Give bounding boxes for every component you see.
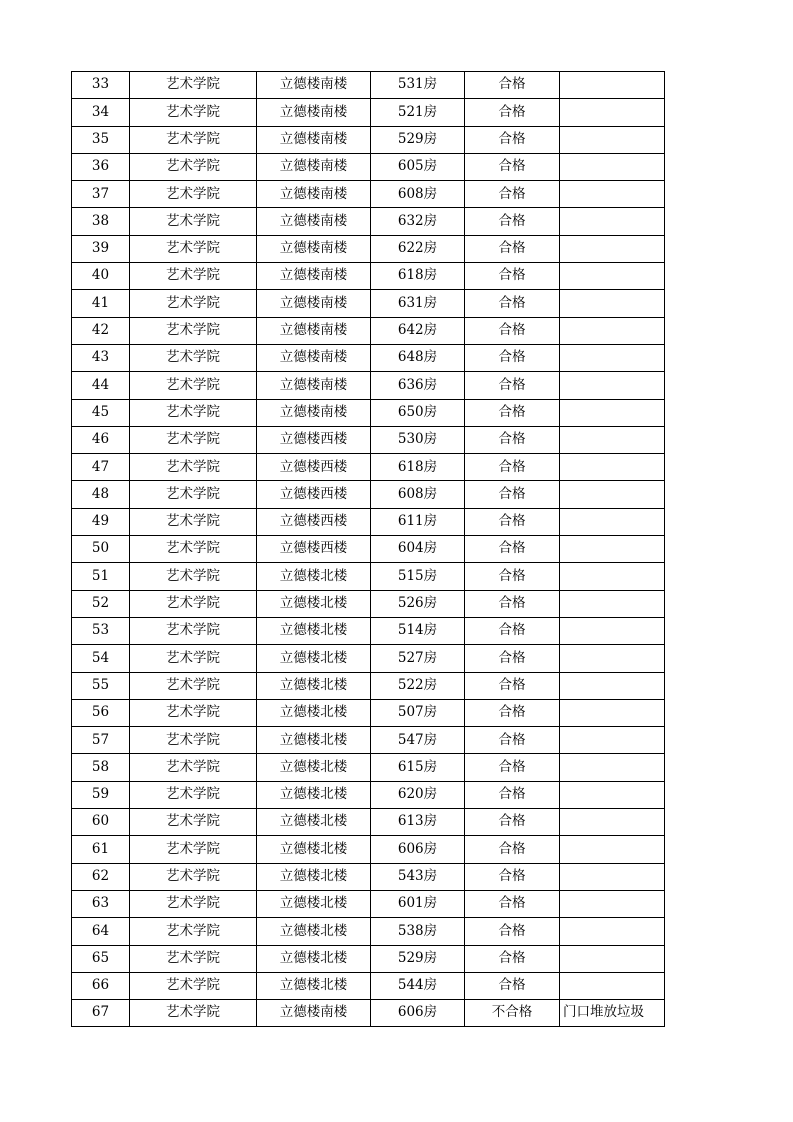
- cell-building: 立德楼北楼: [257, 918, 371, 945]
- cell-room: 606房: [371, 836, 465, 863]
- cell-number: 59: [72, 781, 130, 808]
- cell-room: 538房: [371, 918, 465, 945]
- table-row: [72, 945, 665, 972]
- cell-building: 立德楼西楼: [257, 481, 371, 508]
- cell-note: [560, 372, 665, 399]
- cell-college: 艺术学院: [130, 727, 257, 754]
- table-row: [72, 372, 665, 399]
- cell-number: 57: [72, 727, 130, 754]
- table-row: [72, 99, 665, 126]
- cell-number: 63: [72, 890, 130, 917]
- table-row: [72, 645, 665, 672]
- cell-college: 艺术学院: [130, 208, 257, 235]
- cell-room: 522房: [371, 672, 465, 699]
- cell-building: 立德楼西楼: [257, 508, 371, 535]
- cell-room: 622房: [371, 235, 465, 262]
- cell-result: 合格: [465, 508, 560, 535]
- cell-result: 合格: [465, 836, 560, 863]
- table-row: [72, 918, 665, 945]
- cell-room: 618房: [371, 263, 465, 290]
- cell-number: 51: [72, 563, 130, 590]
- table-row: [72, 508, 665, 535]
- cell-college: 艺术学院: [130, 536, 257, 563]
- cell-note: [560, 263, 665, 290]
- cell-college: 艺术学院: [130, 290, 257, 317]
- cell-result: 合格: [465, 945, 560, 972]
- cell-result: 合格: [465, 699, 560, 726]
- cell-number: 56: [72, 699, 130, 726]
- cell-college: 艺术学院: [130, 863, 257, 890]
- table-row: [72, 781, 665, 808]
- table-row: [72, 617, 665, 644]
- cell-building: 立德楼北楼: [257, 590, 371, 617]
- cell-college: 艺术学院: [130, 645, 257, 672]
- table-row: [72, 863, 665, 890]
- cell-building: 立德楼南楼: [257, 72, 371, 99]
- cell-number: 46: [72, 426, 130, 453]
- cell-college: 艺术学院: [130, 372, 257, 399]
- cell-building: 立德楼南楼: [257, 181, 371, 208]
- cell-room: 530房: [371, 426, 465, 453]
- cell-note: [560, 645, 665, 672]
- cell-result: 合格: [465, 317, 560, 344]
- cell-building: 立德楼北楼: [257, 672, 371, 699]
- cell-result: 合格: [465, 153, 560, 180]
- cell-number: 36: [72, 153, 130, 180]
- table-body: [72, 72, 665, 1027]
- cell-number: 49: [72, 508, 130, 535]
- cell-result: 合格: [465, 536, 560, 563]
- cell-note: [560, 836, 665, 863]
- table-row: [72, 972, 665, 999]
- cell-building: 立德楼南楼: [257, 290, 371, 317]
- table-row: [72, 263, 665, 290]
- cell-result: 合格: [465, 72, 560, 99]
- cell-building: 立德楼北楼: [257, 890, 371, 917]
- table-row: [72, 563, 665, 590]
- cell-note: [560, 481, 665, 508]
- cell-number: 64: [72, 918, 130, 945]
- cell-building: 立德楼南楼: [257, 99, 371, 126]
- table-row: [72, 317, 665, 344]
- cell-result: 合格: [465, 344, 560, 371]
- cell-college: 艺术学院: [130, 235, 257, 262]
- inspection-table: [71, 71, 665, 1027]
- cell-college: 艺术学院: [130, 72, 257, 99]
- cell-result: 合格: [465, 235, 560, 262]
- cell-note: [560, 290, 665, 317]
- cell-result: 合格: [465, 372, 560, 399]
- cell-number: 65: [72, 945, 130, 972]
- cell-room: 507房: [371, 699, 465, 726]
- cell-number: 39: [72, 235, 130, 262]
- cell-result: 合格: [465, 481, 560, 508]
- cell-number: 58: [72, 754, 130, 781]
- cell-result: 合格: [465, 672, 560, 699]
- cell-note: [560, 399, 665, 426]
- table-row: [72, 836, 665, 863]
- table-row: [72, 754, 665, 781]
- cell-room: 529房: [371, 945, 465, 972]
- cell-result: 合格: [465, 99, 560, 126]
- cell-building: 立德楼西楼: [257, 536, 371, 563]
- cell-result: 合格: [465, 426, 560, 453]
- cell-number: 44: [72, 372, 130, 399]
- cell-room: 606房: [371, 1000, 465, 1027]
- cell-number: 52: [72, 590, 130, 617]
- cell-note: [560, 972, 665, 999]
- cell-note: [560, 890, 665, 917]
- cell-college: 艺术学院: [130, 590, 257, 617]
- cell-number: 42: [72, 317, 130, 344]
- cell-college: 艺术学院: [130, 126, 257, 153]
- cell-college: 艺术学院: [130, 617, 257, 644]
- table-row: [72, 481, 665, 508]
- cell-result: 合格: [465, 126, 560, 153]
- cell-college: 艺术学院: [130, 426, 257, 453]
- cell-room: 515房: [371, 563, 465, 590]
- cell-building: 立德楼北楼: [257, 836, 371, 863]
- cell-result: 合格: [465, 727, 560, 754]
- table-row: [72, 454, 665, 481]
- table-row: [72, 1000, 665, 1027]
- table-row: [72, 426, 665, 453]
- cell-number: 62: [72, 863, 130, 890]
- cell-note: [560, 208, 665, 235]
- cell-college: 艺术学院: [130, 890, 257, 917]
- cell-building: 立德楼南楼: [257, 399, 371, 426]
- cell-room: 544房: [371, 972, 465, 999]
- cell-note: [560, 454, 665, 481]
- cell-college: 艺术学院: [130, 836, 257, 863]
- cell-number: 37: [72, 181, 130, 208]
- cell-number: 47: [72, 454, 130, 481]
- cell-room: 601房: [371, 890, 465, 917]
- cell-note: [560, 617, 665, 644]
- cell-college: 艺术学院: [130, 317, 257, 344]
- cell-result: 合格: [465, 263, 560, 290]
- cell-note: [560, 727, 665, 754]
- cell-college: 艺术学院: [130, 945, 257, 972]
- cell-result: 合格: [465, 754, 560, 781]
- cell-number: 67: [72, 1000, 130, 1027]
- cell-result: 合格: [465, 617, 560, 644]
- inspection-sheet: [71, 71, 664, 1027]
- cell-number: 60: [72, 809, 130, 836]
- cell-college: 艺术学院: [130, 508, 257, 535]
- cell-college: 艺术学院: [130, 972, 257, 999]
- cell-number: 48: [72, 481, 130, 508]
- cell-college: 艺术学院: [130, 781, 257, 808]
- cell-result: 合格: [465, 972, 560, 999]
- cell-room: 529房: [371, 126, 465, 153]
- cell-room: 531房: [371, 72, 465, 99]
- cell-room: 613房: [371, 809, 465, 836]
- cell-note: [560, 699, 665, 726]
- cell-number: 41: [72, 290, 130, 317]
- cell-note: [560, 863, 665, 890]
- cell-note: [560, 536, 665, 563]
- cell-room: 631房: [371, 290, 465, 317]
- cell-room: 615房: [371, 754, 465, 781]
- cell-room: 608房: [371, 481, 465, 508]
- cell-college: 艺术学院: [130, 918, 257, 945]
- table-row: [72, 699, 665, 726]
- cell-college: 艺术学院: [130, 454, 257, 481]
- cell-result: 合格: [465, 563, 560, 590]
- table-row: [72, 290, 665, 317]
- cell-result: 合格: [465, 809, 560, 836]
- cell-note: [560, 72, 665, 99]
- cell-note: [560, 235, 665, 262]
- table-row: [72, 399, 665, 426]
- cell-building: 立德楼北楼: [257, 563, 371, 590]
- cell-building: 立德楼南楼: [257, 372, 371, 399]
- table-row: [72, 672, 665, 699]
- cell-note: [560, 754, 665, 781]
- cell-note: [560, 181, 665, 208]
- cell-note: [560, 344, 665, 371]
- cell-result: 合格: [465, 454, 560, 481]
- cell-note: 门口堆放垃圾: [560, 1000, 665, 1027]
- cell-number: 43: [72, 344, 130, 371]
- cell-number: 38: [72, 208, 130, 235]
- cell-note: [560, 508, 665, 535]
- cell-room: 543房: [371, 863, 465, 890]
- cell-college: 艺术学院: [130, 563, 257, 590]
- cell-note: [560, 809, 665, 836]
- cell-number: 55: [72, 672, 130, 699]
- cell-building: 立德楼北楼: [257, 945, 371, 972]
- cell-result: 合格: [465, 890, 560, 917]
- cell-result: 合格: [465, 208, 560, 235]
- cell-building: 立德楼北楼: [257, 754, 371, 781]
- cell-college: 艺术学院: [130, 153, 257, 180]
- cell-building: 立德楼南楼: [257, 344, 371, 371]
- cell-number: 34: [72, 99, 130, 126]
- cell-room: 642房: [371, 317, 465, 344]
- cell-building: 立德楼南楼: [257, 153, 371, 180]
- cell-building: 立德楼西楼: [257, 454, 371, 481]
- cell-building: 立德楼南楼: [257, 235, 371, 262]
- cell-college: 艺术学院: [130, 181, 257, 208]
- cell-building: 立德楼北楼: [257, 863, 371, 890]
- cell-number: 40: [72, 263, 130, 290]
- cell-room: 632房: [371, 208, 465, 235]
- cell-room: 611房: [371, 508, 465, 535]
- table-row: [72, 208, 665, 235]
- cell-room: 514房: [371, 617, 465, 644]
- cell-note: [560, 317, 665, 344]
- table-row: [72, 235, 665, 262]
- cell-building: 立德楼北楼: [257, 972, 371, 999]
- cell-number: 66: [72, 972, 130, 999]
- table-row: [72, 727, 665, 754]
- cell-room: 527房: [371, 645, 465, 672]
- cell-building: 立德楼南楼: [257, 208, 371, 235]
- cell-room: 650房: [371, 399, 465, 426]
- cell-college: 艺术学院: [130, 399, 257, 426]
- cell-result: 合格: [465, 781, 560, 808]
- cell-result: 合格: [465, 290, 560, 317]
- cell-note: [560, 563, 665, 590]
- cell-college: 艺术学院: [130, 263, 257, 290]
- cell-number: 50: [72, 536, 130, 563]
- cell-result: 不合格: [465, 1000, 560, 1027]
- cell-building: 立德楼北楼: [257, 699, 371, 726]
- cell-note: [560, 153, 665, 180]
- cell-note: [560, 99, 665, 126]
- table-row: [72, 72, 665, 99]
- cell-college: 艺术学院: [130, 754, 257, 781]
- cell-college: 艺术学院: [130, 481, 257, 508]
- cell-result: 合格: [465, 918, 560, 945]
- cell-note: [560, 126, 665, 153]
- cell-building: 立德楼南楼: [257, 263, 371, 290]
- cell-room: 636房: [371, 372, 465, 399]
- cell-number: 54: [72, 645, 130, 672]
- cell-building: 立德楼北楼: [257, 781, 371, 808]
- cell-building: 立德楼北楼: [257, 809, 371, 836]
- cell-building: 立德楼南楼: [257, 126, 371, 153]
- cell-college: 艺术学院: [130, 1000, 257, 1027]
- cell-building: 立德楼北楼: [257, 727, 371, 754]
- cell-number: 35: [72, 126, 130, 153]
- cell-result: 合格: [465, 399, 560, 426]
- cell-room: 605房: [371, 153, 465, 180]
- cell-number: 53: [72, 617, 130, 644]
- cell-room: 547房: [371, 727, 465, 754]
- cell-building: 立德楼南楼: [257, 317, 371, 344]
- cell-room: 521房: [371, 99, 465, 126]
- cell-college: 艺术学院: [130, 344, 257, 371]
- cell-number: 45: [72, 399, 130, 426]
- cell-note: [560, 426, 665, 453]
- table-row: [72, 181, 665, 208]
- table-row: [72, 590, 665, 617]
- table-row: [72, 153, 665, 180]
- table-row: [72, 536, 665, 563]
- cell-room: 648房: [371, 344, 465, 371]
- cell-room: 608房: [371, 181, 465, 208]
- table-row: [72, 809, 665, 836]
- cell-result: 合格: [465, 181, 560, 208]
- cell-note: [560, 781, 665, 808]
- cell-note: [560, 590, 665, 617]
- cell-building: 立德楼南楼: [257, 1000, 371, 1027]
- cell-number: 33: [72, 72, 130, 99]
- cell-room: 604房: [371, 536, 465, 563]
- table-row: [72, 126, 665, 153]
- cell-number: 61: [72, 836, 130, 863]
- cell-building: 立德楼北楼: [257, 617, 371, 644]
- cell-college: 艺术学院: [130, 99, 257, 126]
- cell-note: [560, 672, 665, 699]
- cell-college: 艺术学院: [130, 672, 257, 699]
- cell-result: 合格: [465, 863, 560, 890]
- cell-result: 合格: [465, 645, 560, 672]
- cell-room: 526房: [371, 590, 465, 617]
- cell-room: 620房: [371, 781, 465, 808]
- table-row: [72, 890, 665, 917]
- cell-note: [560, 918, 665, 945]
- cell-building: 立德楼西楼: [257, 426, 371, 453]
- cell-result: 合格: [465, 590, 560, 617]
- cell-college: 艺术学院: [130, 809, 257, 836]
- cell-room: 618房: [371, 454, 465, 481]
- cell-building: 立德楼北楼: [257, 645, 371, 672]
- cell-note: [560, 945, 665, 972]
- cell-college: 艺术学院: [130, 699, 257, 726]
- table-row: [72, 344, 665, 371]
